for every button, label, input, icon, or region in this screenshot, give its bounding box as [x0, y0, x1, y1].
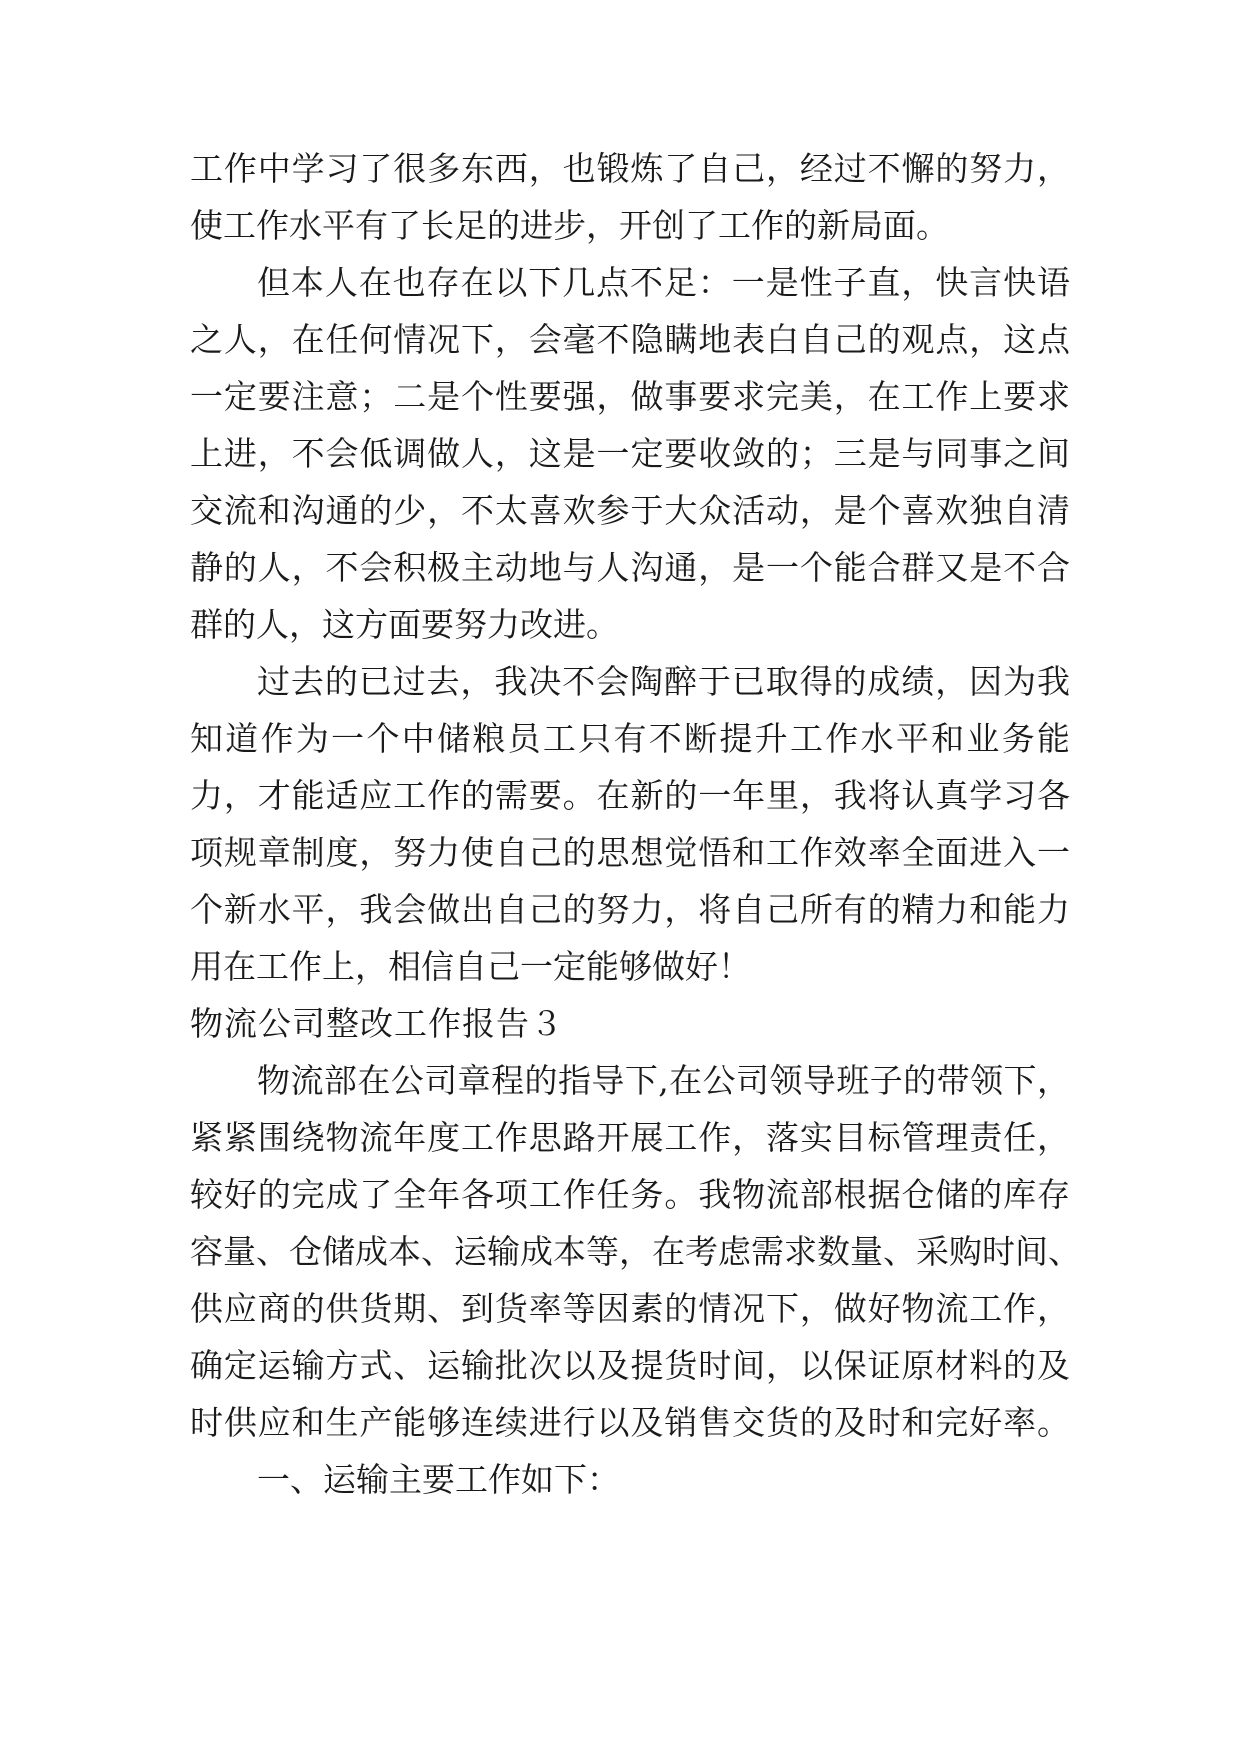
paragraph-2-line-2: 之人，在任何情况下，会毫不隐瞒地表白自己的观点，这点: [190, 320, 1070, 359]
paragraph-4-line-3: 较好的完成了全年各项工作任务。我物流部根据仓储的库存: [190, 1175, 1070, 1214]
paragraph-3-line-6: 用在工作上，相信自己一定能够做好！: [190, 947, 751, 986]
paragraph-4-line-6: 确定运输方式、运输批次以及提货时间，以保证原材料的及: [190, 1346, 1070, 1385]
paragraph-2-line-4: 上进，不会低调做人，这是一定要收敛的；三是与同事之间: [190, 434, 1070, 473]
paragraph-3-line-3: 力，才能适应工作的需要。在新的一年里，我将认真学习各: [190, 776, 1070, 815]
section-title: 物流公司整改工作报告３: [190, 1004, 564, 1043]
paragraph-4-line-4: 容量、仓储成本、运输成本等，在考虑需求数量、采购时间、: [190, 1232, 1081, 1271]
paragraph-2-line-7: 群的人，这方面要努力改进。: [190, 605, 619, 644]
paragraph-4-line-7: 时供应和生产能够连续进行以及销售交货的及时和完好率。: [190, 1403, 1070, 1442]
paragraph-2-line-3: 一定要注意；二是个性要强，做事要求完美，在工作上要求: [190, 377, 1070, 416]
paragraph-4-line-5: 供应商的供货期、到货率等因素的情况下，做好物流工作，: [190, 1289, 1070, 1328]
paragraph-3-line-2: 知道作为一个中储粮员工只有不断提升工作水平和业务能: [190, 719, 1070, 758]
paragraph-4-line-2: 紧紧围绕物流年度工作思路开展工作，落实目标管理责任，: [190, 1118, 1070, 1157]
paragraph-2-line-5: 交流和沟通的少，不太喜欢参于大众活动，是个喜欢独自清: [190, 491, 1070, 530]
paragraph-3-line-1: 过去的已过去，我决不会陶醉于已取得的成绩，因为我: [257, 662, 1070, 701]
paragraph-1-line-1: 工作中学习了很多东西，也锻炼了自己，经过不懈的努力，: [190, 149, 1070, 188]
paragraph-3-line-4: 项规章制度，努力使自己的思想觉悟和工作效率全面进入一: [190, 833, 1070, 872]
paragraph-2-line-6: 静的人，不会积极主动地与人沟通，是一个能合群又是不合: [190, 548, 1070, 587]
paragraph-4-line-1: 物流部在公司章程的指导下,在公司领导班子的带领下，: [257, 1061, 1070, 1100]
subheading: 一、运输主要工作如下：: [257, 1460, 620, 1499]
paragraph-2-line-1: 但本人在也存在以下几点不足：一是性子直，快言快语: [257, 263, 1070, 302]
paragraph-3-line-5: 个新水平，我会做出自己的努力，将自己所有的精力和能力: [190, 890, 1070, 929]
paragraph-1-line-2: 使工作水平有了长足的进步，开创了工作的新局面。: [190, 206, 949, 245]
